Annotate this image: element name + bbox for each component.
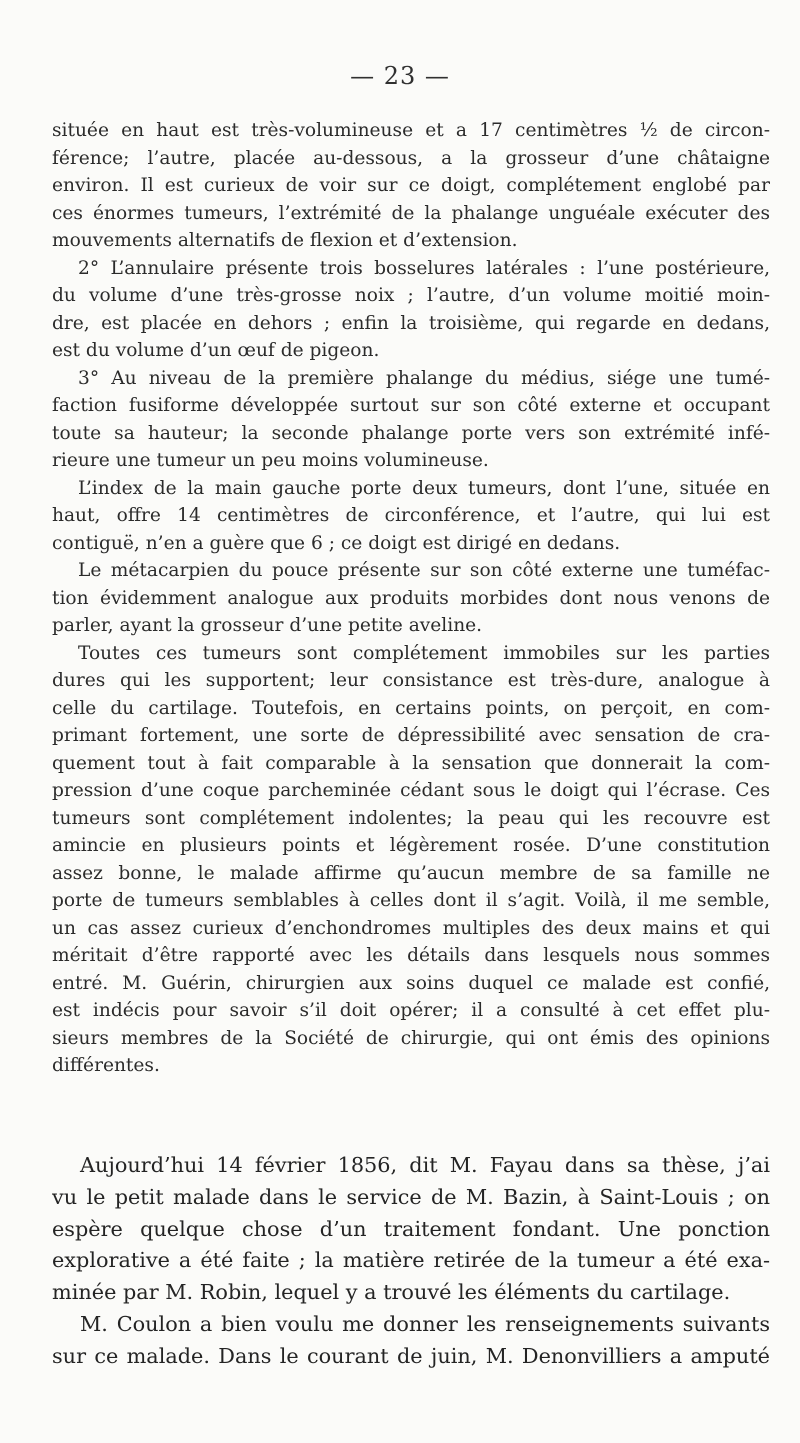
text-line: méritait d’être rapporté avec les détails dans lesquels nous sommes (52, 945, 770, 966)
text-line: est du volume d’un œuf de pigeon. (52, 340, 380, 361)
text-line: différentes. (52, 1055, 160, 1076)
text-line: M. Coulon a bien voulu me donner les renseignements suivants (80, 1311, 770, 1336)
text-line: tumeurs sont complétement indolentes; la peau qui les recouvre est (52, 807, 770, 829)
text-line: Le métacarpien du pouce présente sur son côté externe une tuméfac- (78, 560, 770, 581)
text-line: environ. Il est curieux de voir sur ce doigt, complétement englobé par (52, 175, 770, 196)
text-line: quement tout à fait comparable à la sensation que donnerait la com- (52, 752, 770, 774)
text-line: sur ce malade. Dans le courant de juin, M. Denonvilliers a amputé (52, 1343, 770, 1368)
text-line: porte de tumeurs semblables à celles dont il s’agit. Voilà, il me semble, (52, 890, 770, 911)
text-line: un cas assez curieux d’enchondromes multiples des deux mains et qui (52, 917, 770, 939)
text-line: Toutes ces tumeurs sont complétement immobiles sur les parties (78, 642, 770, 664)
text-line: primant fortement, une sorte de dépressibilité avec sensation de cra- (52, 725, 770, 746)
text-line: rieure une tumeur un peu moins volumineuse. (52, 450, 489, 471)
text-line: vu le petit malade dans le service de M. Bazin, à Saint-Louis ; on (52, 1184, 770, 1209)
text-line: 3° Au niveau de la première phalange du médius, siége une tumé- (78, 367, 770, 389)
text-line: Aujourd’hui 14 février 1856, dit M. Fayau dans sa thèse, j’ai (80, 1153, 770, 1177)
text-line: du volume d’une très-grosse noix ; l’autre, d’un volume moitié moin- (52, 285, 770, 306)
text-line: entré. M. Guérin, chirurgien aux soins duquel ce malade est confié, (52, 972, 770, 994)
text-line: assez bonne, le malade affirme qu’aucun membre de sa famille ne (52, 862, 770, 884)
text-line: dures qui les supportent; leur consistance est très-dure, analogue à (52, 670, 770, 691)
text-line: minée par M. Robin, lequel y a trouvé les éléments du cartilage. (52, 1280, 731, 1305)
text-line: contiguë, n’en a guère que 6 ; ce doigt est dirigé en dedans. (52, 532, 621, 554)
text-line: amincie en plusieurs points et légèrement rosée. D’une constitution (52, 835, 770, 856)
text-line: située en haut est très-volumineuse et a 17 centimètres ½ de circon- (52, 120, 770, 141)
text-line: parler, ayant la grosseur d’une petite aveline. (52, 615, 483, 636)
case-description-block (52, 117, 770, 1080)
text-line: L’index de la main gauche porte deux tumeurs, dont l’une, située en (78, 477, 770, 499)
text-line: est indécis pour savoir s’il doit opérer; il a consulté à cet effet plu- (52, 1000, 770, 1021)
text-line: sieurs membres de la Société de chirurgie, qui ont émis des opinions (52, 1027, 770, 1049)
text-line: celle du cartilage. Toutefois, en certains points, on perçoit, en com- (52, 697, 770, 719)
text-line: ces énormes tumeurs, l’extrémité de la phalange unguéale exécuter des (52, 202, 770, 224)
follow-up-block (52, 1150, 770, 1373)
text-line: faction fusiforme développée surtout sur son côté externe et occupant (52, 395, 770, 416)
text-line: mouvements alternatifs de flexion et d’extension. (52, 230, 518, 251)
text-line: tion évidemment analogue aux produits morbides dont nous venons de (52, 587, 770, 609)
text-line: pression d’une coque parcheminée cédant sous le doigt qui l’écrase. Ces (52, 780, 770, 801)
text-line: explorative a été faite ; la matière retirée de la tumeur a été exa- (52, 1248, 770, 1273)
text-line: férence; l’autre, placée au-dessous, a la grosseur d’une châtaigne (52, 147, 770, 169)
text-line: toute sa hauteur; la seconde phalange porte vers son extrémité infé- (52, 422, 770, 444)
text-line: 2° L’annulaire présente trois bosselures latérales : l’une postérieure, (78, 257, 770, 279)
text-line: espère quelque chose d’un traitement fondant. Une ponction (52, 1216, 770, 1241)
text-line: dre, est placée en dehors ; enfin la troisième, qui regarde en dedans, (52, 312, 770, 334)
page-number: — 23 — (350, 62, 450, 90)
text-line: haut, offre 14 centimètres de circonférence, et l’autre, qui lui est (52, 505, 770, 526)
